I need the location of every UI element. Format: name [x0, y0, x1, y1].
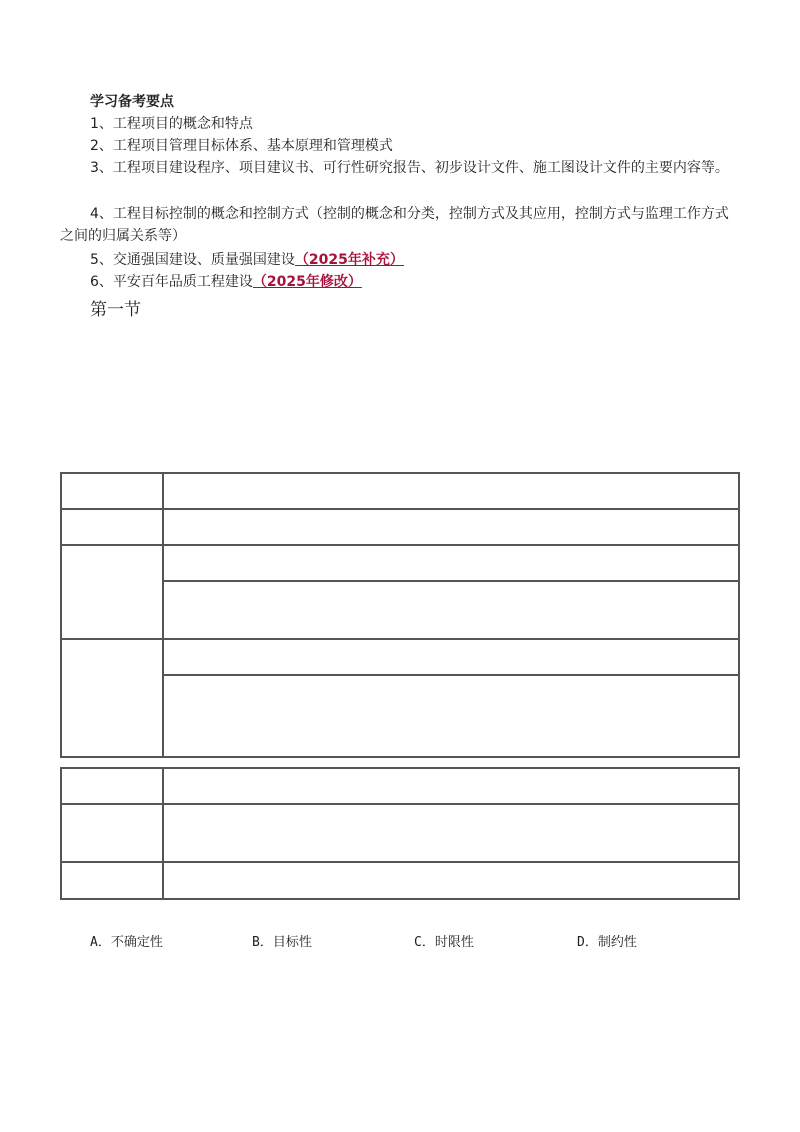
- study-point-text: 4、工程目标控制的概念和控制方式（控制的概念和分类，控制方式及其应用，控制方式与监理工作方式之间的归属关系等）: [60, 206, 729, 244]
- study-point-text: 3、工程项目建设程序、项目建议书、可行性研究报告、初步设计文件、施工图设计文件的主要内容等。: [90, 160, 729, 176]
- supplement-note: （2025年补充）: [294, 252, 404, 268]
- study-point-text: 2、工程项目管理目标体系、基本原理和管理模式: [90, 138, 393, 154]
- study-point-2: [60, 135, 740, 157]
- table-column-divider: [162, 474, 164, 756]
- option-b: B．目标性: [252, 935, 312, 950]
- study-point-4: [60, 203, 740, 247]
- study-point-text: 5、交通强国建设、质量强国建设: [90, 252, 295, 268]
- study-point-text: 1、工程项目的概念和特点: [90, 116, 253, 132]
- table-row-divider: [62, 544, 738, 546]
- study-point-6: [60, 271, 740, 293]
- study-point-text: 6、平安百年品质工程建设: [90, 274, 253, 290]
- table-row-divider: [62, 638, 738, 640]
- empty-table-2: [60, 767, 740, 900]
- answer-options: [90, 932, 790, 954]
- table-row-divider: [62, 508, 738, 510]
- option-a: A．不确定性: [90, 935, 163, 950]
- table-row-divider: [62, 803, 738, 805]
- table-row-divider: [163, 674, 738, 676]
- study-points-heading: 学习备考要点: [90, 94, 174, 110]
- study-point-5: [60, 249, 740, 271]
- table-row-divider: [163, 580, 738, 582]
- option-d: D．制约性: [577, 935, 637, 950]
- study-point-3: [60, 157, 740, 179]
- study-point-1: [60, 113, 740, 135]
- table-row-divider: [62, 861, 738, 863]
- table-column-divider: [162, 769, 164, 898]
- section-title: 第一节: [90, 300, 141, 320]
- empty-table-1: [60, 472, 740, 758]
- revision-note: （2025年修改）: [252, 274, 362, 290]
- option-c: C．时限性: [414, 935, 474, 950]
